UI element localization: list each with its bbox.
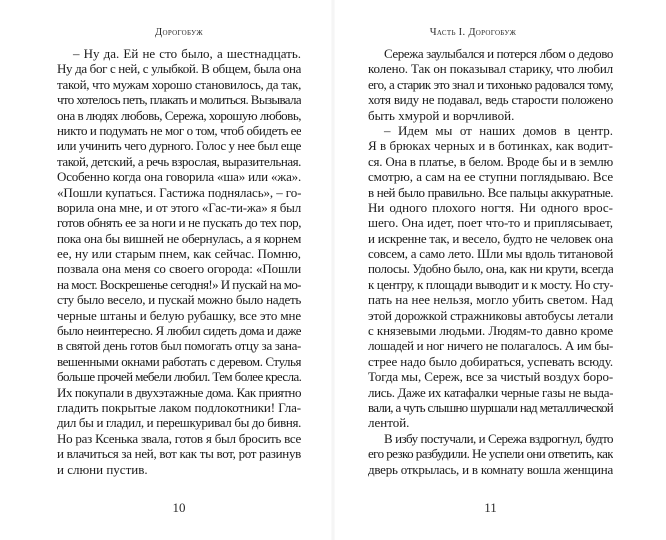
page-number-left: 10 <box>172 500 186 515</box>
text-line: Сережа заулыбался и потерся лбом о дедово <box>384 46 613 61</box>
text-line: на мост. Воскрешенье сегодня!» И пускай на мо- <box>57 276 301 292</box>
text-line: гладить покрытые лаком подлокотники! Гла- <box>57 399 301 415</box>
text-line: или учинить чего дурного. Голос у нее был еще <box>57 138 301 154</box>
text-line: шего. Она идет, поет что-то и приплясывает, <box>368 215 613 231</box>
running-head-right: Часть I. Дорогобуж <box>429 27 517 38</box>
text-line: В избу постучали, и Сережа вздрогнул, будто <box>384 430 613 446</box>
right-page-text <box>368 46 613 477</box>
text-line: этой дорожкой стражниковы автобусы летали <box>368 307 613 323</box>
text-line: пока она бы вишней не обернулась, а я корнем <box>57 230 301 246</box>
text-line: его резко разбудили. Не успели они ответить, как <box>368 446 613 462</box>
text-line: быть хмурой и ворчливой. <box>368 107 515 123</box>
text-line: такой, детский, а речь взрослая, выразительная. <box>57 153 301 169</box>
text-line: лентой. <box>368 415 410 431</box>
text-line: в ней было правильно. Все пальцы аккуратные. <box>368 184 613 200</box>
text-line: ворила она мне, и от этого «Гас-ти-жа» я был <box>57 199 301 215</box>
text-line: с князевыми людьми. Людям-то давно кроме <box>368 323 613 339</box>
text-line: его, а старик это знал и тихонько радовался тому, <box>368 76 613 92</box>
text-line: и слюни пустив. <box>57 461 148 477</box>
text-line: хотя виду не подавал, ведь старости положено <box>368 92 613 108</box>
text-line: что хотелось петь, плакать и молиться. Вызывала <box>57 92 301 108</box>
text-line: лошадей и ног ничего не полагалось. А им бы- <box>368 338 613 354</box>
text-line: Я в брюках черных и в ботинках, как водит- <box>368 138 613 154</box>
text-line: позвала она меня со своего огорода: «Пошли <box>57 261 301 277</box>
text-line: совсем, а само лето. Шли мы вдоль титановой <box>368 246 613 262</box>
text-line: больше прочей мебели любил. Тем более кресла. <box>57 369 301 385</box>
text-line: к центру, к площади выводит и к мосту. Но сту- <box>368 276 613 292</box>
text-line: Ни одного плохого ногтя. Ни одного врос- <box>368 199 613 215</box>
text-line: и искренне так, и весело, будто не человек она <box>368 230 613 246</box>
left-page-text <box>57 46 301 477</box>
text-line: пать на нее нельзя, могло убить светом. Над <box>368 292 613 308</box>
text-line: Ну да бог с ней, с улыбкой. В общем, была она <box>57 61 301 77</box>
text-line: черные штаны и белую рубашку, все это мне <box>57 307 301 323</box>
text-line: – Ну да. Ей не сто было, а шестнадцать. <box>73 46 301 61</box>
text-line: лись. Даже их катафалки черные газы не выда- <box>368 384 613 400</box>
text-line: Тогда мы, Сереж, все за чистый воздух боро- <box>368 369 613 385</box>
text-line: и влачиться за ней, вот как ты вот, рот разинув <box>57 446 301 462</box>
text-line: вешенными окнами работать с деревом. Стулья <box>57 353 301 369</box>
text-line: Но раз Ксенька звала, готов я был бросить все <box>57 430 301 446</box>
text-line: было неинтересно. Я любил сидеть дома и даже <box>57 323 301 339</box>
text-line: «Пошли купаться. Гастижа поднялась», – го- <box>57 184 301 200</box>
text-line: Их покупали в двухэтажные дома. Как приятно <box>57 384 301 400</box>
text-line: дверь открылась, и в комнату вошла женщина <box>368 461 613 477</box>
text-line: готов обнять ее за ноги и не пускать до тех пор, <box>57 215 301 231</box>
text-line: она в людях любовь, Сережа, хорошую любовь, <box>57 107 301 123</box>
text-line: дил бы и гладил, и перешкуривал бы до бивня. <box>57 415 301 431</box>
text-line: стрее надо было добираться, успевать всюду. <box>368 353 613 369</box>
text-line: ся. Она в платье, в белом. Вроде бы и в землю <box>368 153 613 169</box>
running-head-left: Дорогобуж <box>155 27 203 38</box>
text-line: смотрю, а сам на ее ступни поглядываю. Все <box>368 169 613 185</box>
right-page <box>333 0 666 540</box>
text-line: ее, ну или старым пнем, как сейчас. Помню, <box>57 246 301 262</box>
text-line: в святой день готов был помогать отцу за зана- <box>57 338 301 354</box>
text-line: вали, а чуть слышно шуршали над металлической <box>368 399 613 415</box>
text-line: сту было весело, и пускай можно было надеть <box>57 292 301 308</box>
text-line: полосы. Удобно было, она, как ни крути, всегда <box>368 261 613 277</box>
text-line: никто и подумать не мог о том, чтоб обидеть ее <box>57 122 301 138</box>
page-number-right: 11 <box>484 500 497 515</box>
text-line: Особенно когда она говорила «ша» или «жа». <box>57 169 301 185</box>
text-line: колено. Так он показывал старику, что любил <box>368 61 613 77</box>
text-line: такой, что мужам хорошо становилось, да так, <box>57 76 301 92</box>
text-line: – Идем мы от наших домов в центр. <box>384 122 613 138</box>
